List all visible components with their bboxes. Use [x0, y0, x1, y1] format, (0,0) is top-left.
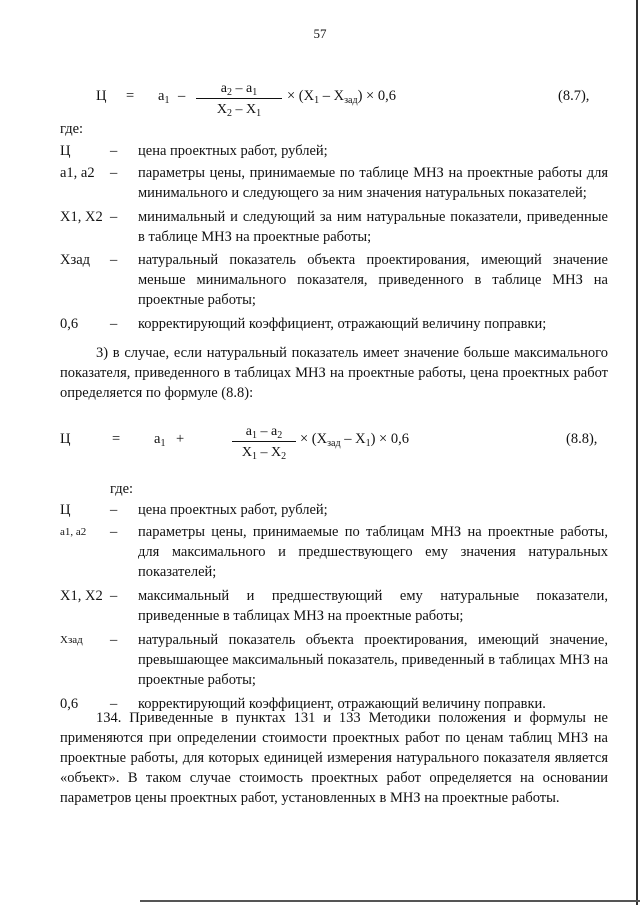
definitions-list-1 — [60, 141, 608, 334]
definition-symbol: a1, a2 — [60, 526, 87, 538]
definition-row — [60, 163, 608, 203]
definition-symbol: a1, a2 — [60, 165, 95, 181]
paragraph-3 — [60, 343, 608, 403]
definition-text: цена проектных работ, рублей; — [138, 143, 328, 159]
definition-text: корректирующий коэффициент, отражающий величину поправки; — [138, 316, 547, 332]
definition-symbol: 0,6 — [60, 316, 79, 332]
page-number: 57 — [313, 26, 327, 41]
definition-row — [60, 250, 608, 310]
formula-tail: × $(X_{зад} - X_1) \times 0,6$ — [300, 431, 409, 449]
definition-row — [60, 630, 608, 690]
definition-text: максимальный и предшествующий ему натуральные показатели, приведенные в таблицах МНЗ на проектные работы; — [138, 588, 608, 624]
where-label: где: — [60, 121, 84, 137]
definition-dash: – — [110, 143, 118, 159]
definition-text: параметры цены, принимаемые по таблице МНЗ на проектные работы для минимального и следующего за ним значения натуральных показателей; — [138, 165, 608, 201]
definition-text: натуральный показатель объекта проектирования, имеющий значение меньше минимального показателя, приведенного в таблице МНЗ на проектные работы; — [138, 252, 608, 308]
definition-dash: – — [110, 524, 118, 540]
definition-symbol: X1, X2 — [60, 588, 103, 604]
paragraph-text: 134. Приведенные в пунктах 131 и 133 Методики положения и формулы не применяются при определении стоимости проектных работ по ценам таблиц МНЗ на проектные работы, для которых единицей измерения натурального показателя является «объект». В таком случае стоимость проектных работ определяется на основании параметров цены проектных работ, установленных в МНЗ на проектные работы. — [60, 710, 608, 806]
formula-plus: + — [176, 431, 185, 447]
formula-term-a: $a_1$ — [154, 431, 166, 449]
definition-dash: – — [110, 696, 118, 712]
definition-dash: – — [110, 632, 118, 648]
definitions-list-2 — [60, 500, 608, 714]
definition-dash: – — [110, 209, 118, 225]
definition-symbol: Xзад — [60, 634, 83, 646]
definition-symbol: Xзад — [60, 252, 91, 268]
formula-minus: – — [178, 88, 186, 104]
page-edge-right — [636, 0, 638, 905]
formula-lhs: Ц — [96, 88, 107, 104]
fraction-bar — [196, 98, 282, 99]
formula-eq: = — [112, 431, 121, 447]
definition-symbol: X1, X2 — [60, 209, 103, 225]
definition-text: минимальный и следующий за ним натуральные показатели, приведенные в таблице МНЗ на проектные работы; — [138, 209, 608, 245]
formula-fraction — [232, 423, 296, 461]
formula-tail: × $(X_1 - X_{зад}) \times 0,6$ — [287, 88, 396, 106]
definition-text: параметры цены, принимаемые по таблицам МНЗ на проектные работы, для максимального и предшествующего ему значения натуральных показателей; — [138, 524, 608, 580]
where-label: где: — [110, 481, 134, 497]
paragraph-text: 3) в случае, если натуральный показатель имеет значение больше максимального показателя, приведенного в таблицах МНЗ на проектные работы, цена проектных работ определяется по формуле (8.8): — [60, 345, 608, 401]
definition-row — [60, 500, 608, 520]
definition-text: натуральный показатель объекта проектирования, имеющий значение, превышающее максимальный показатель, приведенный в таблицах МНЗ на проектные работы; — [138, 632, 608, 688]
definition-dash: – — [110, 502, 118, 518]
formula-eq: = — [126, 88, 135, 104]
page-edge-bottom — [140, 900, 640, 902]
definition-dash: – — [110, 165, 118, 181]
definition-text: корректирующий коэффициент, отражающий величину поправки. — [138, 696, 546, 712]
fraction-bar — [232, 441, 296, 442]
fraction-denominator: $X_2 - X_1$ — [216, 102, 262, 119]
definition-symbol: 0,6 — [60, 696, 79, 712]
fraction-numerator: $a_2 - a_1$ — [220, 81, 258, 98]
fraction-numerator: $a_1 - a_2$ — [245, 424, 283, 441]
definition-row — [60, 586, 608, 626]
definition-row — [60, 314, 608, 334]
paragraph-134 — [60, 708, 608, 808]
formula-lhs: Ц — [60, 431, 71, 447]
formula-number: (8.8), — [566, 431, 598, 447]
definition-dash: – — [110, 316, 118, 332]
definition-text: цена проектных работ, рублей; — [138, 502, 328, 518]
definition-row — [60, 522, 608, 582]
definition-row — [60, 141, 608, 161]
formula-number: (8.7), — [558, 88, 590, 104]
definition-symbol: Ц — [60, 143, 71, 159]
formula-fraction — [196, 80, 282, 118]
definition-dash: – — [110, 252, 118, 268]
fraction-denominator: $X_1 - X_2$ — [241, 445, 287, 462]
definition-dash: – — [110, 588, 118, 604]
definition-row — [60, 207, 608, 247]
formula-term-a: $a_1$ — [158, 88, 170, 106]
definition-symbol: Ц — [60, 502, 71, 518]
